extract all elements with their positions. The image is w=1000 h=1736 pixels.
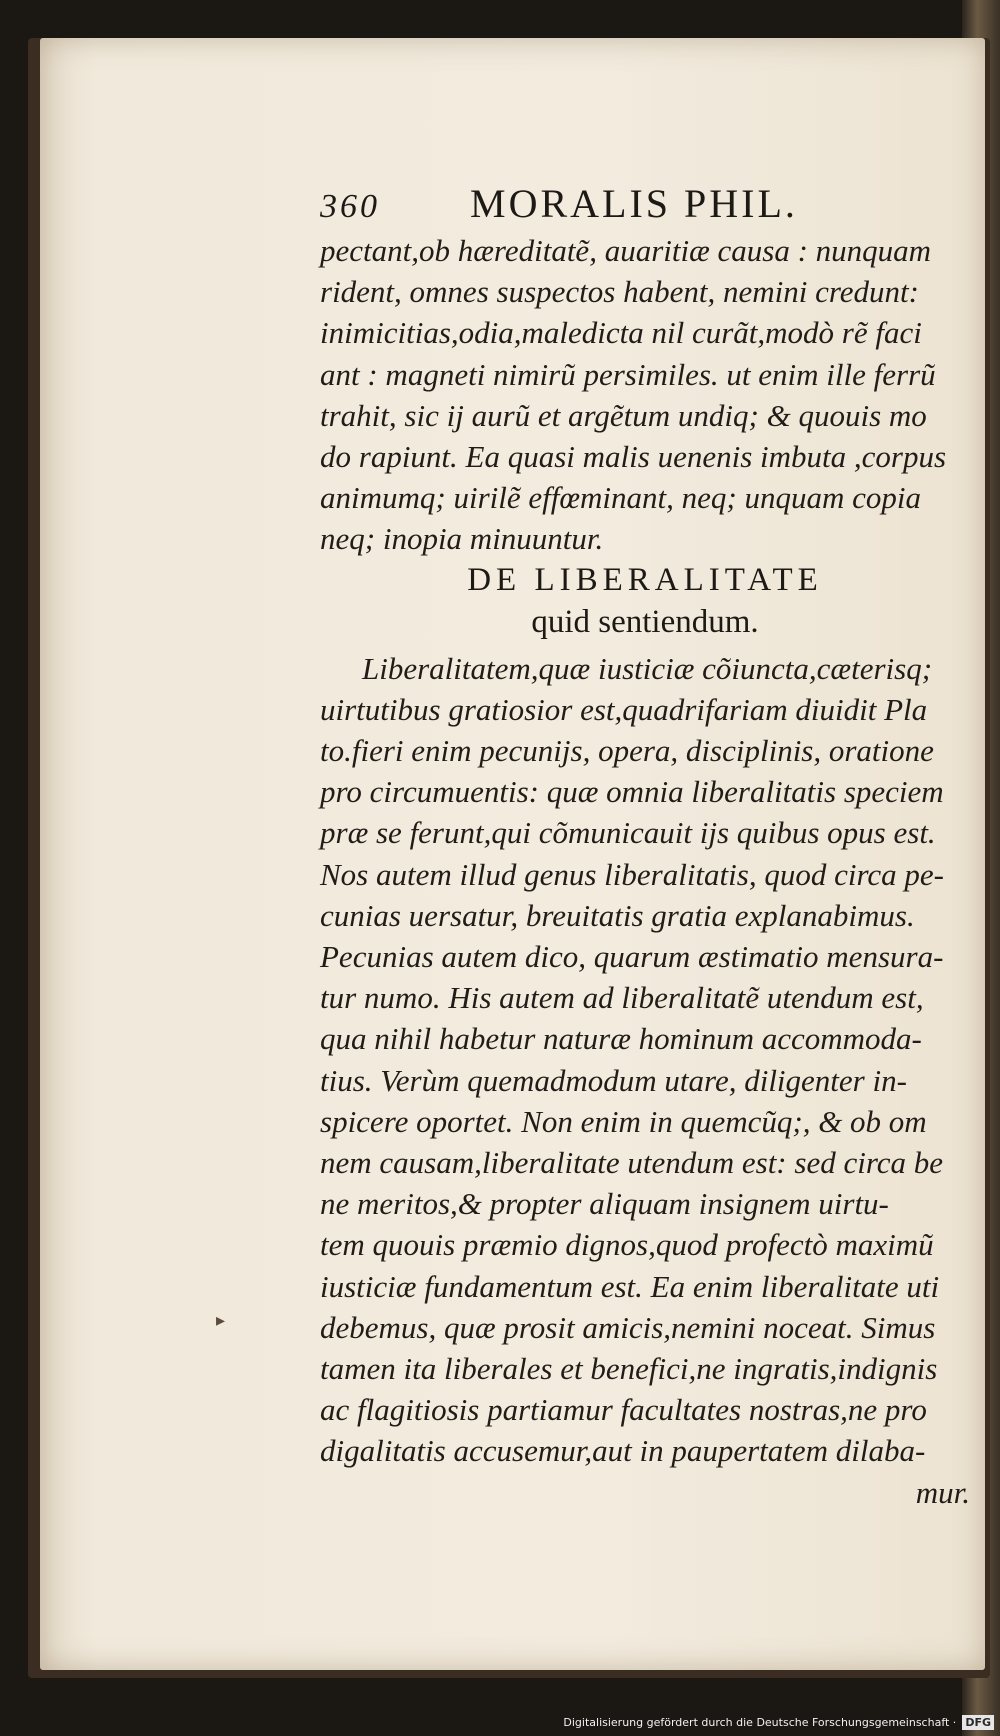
dfg-logo: DFG (962, 1715, 994, 1730)
text-line: digalitatis accusemur,aut in paupertatem dilaba- (320, 1433, 926, 1469)
text-line: tem quouis præmio dignos,quod profectò maximũ (320, 1227, 934, 1263)
text-line: cunias uersatur, breuitatis gratia explanabimus. (320, 897, 915, 933)
digitization-footer (563, 1712, 994, 1732)
text-line: animumq; uirilẽ effœminant, neq; unquam copia (320, 480, 921, 516)
text-line: præ se ferunt,qui cõmunicauit ijs quibus opus est. (320, 815, 936, 851)
text-line: iusticiæ fundamentum est. Ea enim liberalitate uti (320, 1268, 940, 1304)
text-line: tamen ita liberales et benefici,ne ingratis,indignis (320, 1351, 938, 1387)
text-line: Pecunias autem dico, quarum æstimatio mensura- (320, 939, 944, 975)
margin-mark: ▸ (216, 1310, 226, 1330)
footer-credit: Digitalisierung gefördert durch die Deutsche Forschungsgemeinschaft · (563, 1715, 957, 1729)
paragraph-main (320, 648, 970, 1472)
text-line: trahit, sic ij aurũ et argẽtum undiq; & quouis mo (320, 397, 927, 433)
text-line: neq; inopia minuuntur. (320, 521, 604, 557)
text-block (320, 180, 970, 1513)
book-page (40, 38, 985, 1670)
text-line: Liberalitatem,quæ iusticiæ cõiuncta,cæterisq; (362, 650, 933, 686)
text-line: debemus, quæ prosit amicis,nemini noceat. Simus (320, 1309, 936, 1345)
catchword: mur. (915, 1474, 970, 1510)
text-line: tius. Verùm quemadmodum utare, diligenter in- (320, 1062, 907, 1098)
paragraph-top (320, 230, 970, 560)
text-line: qua nihil habetur naturæ hominum accommoda- (320, 1021, 922, 1057)
text-line: pro circumuentis: quæ omnia liberalitatis speciem (320, 774, 944, 810)
text-line: ant : magneti nimirũ persimiles. ut enim ille ferrũ (320, 356, 936, 392)
text-line: spicere oportet. Non enim in quemcũq;, & ob om (320, 1103, 927, 1139)
running-head (320, 180, 970, 230)
text-line: do rapiunt. Ea quasi malis uenenis imbuta ,corpus (320, 439, 947, 475)
text-line: ne meritos,& propter aliquam insignem uirtu- (320, 1186, 889, 1222)
text-line: Nos autem illud genus liberalitatis, quod circa pe- (320, 856, 944, 892)
text-line: uirtutibus gratiosior est,quadrifariam diuidit Pla (320, 691, 928, 727)
text-line: pectant,ob hæreditatẽ, auaritiæ causa : nunquam (320, 233, 932, 268)
text-line: rident, omnes suspectos habent, nemini credunt: (320, 274, 919, 310)
text-line: nem causam,liberalitate utendum est: sed circa be (320, 1145, 944, 1181)
text-line: tur numo. His autem ad liberalitatẽ utendum est, (320, 980, 924, 1016)
section-heading: DE LIBERALITATE (467, 561, 823, 598)
text-line: to.fieri enim pecunijs, opera, disciplinis, oratione (320, 733, 934, 769)
text-line: ac flagitiosis partiamur facultates nostras,ne pro (320, 1392, 927, 1428)
running-title: MORALIS PHIL. (470, 181, 798, 226)
text-line: inimicitias,odia,maledicta nil curãt,modò rẽ faci (320, 315, 922, 351)
page-number: 360 (320, 188, 380, 225)
section-subheading: quid sentiendum. (531, 603, 759, 640)
